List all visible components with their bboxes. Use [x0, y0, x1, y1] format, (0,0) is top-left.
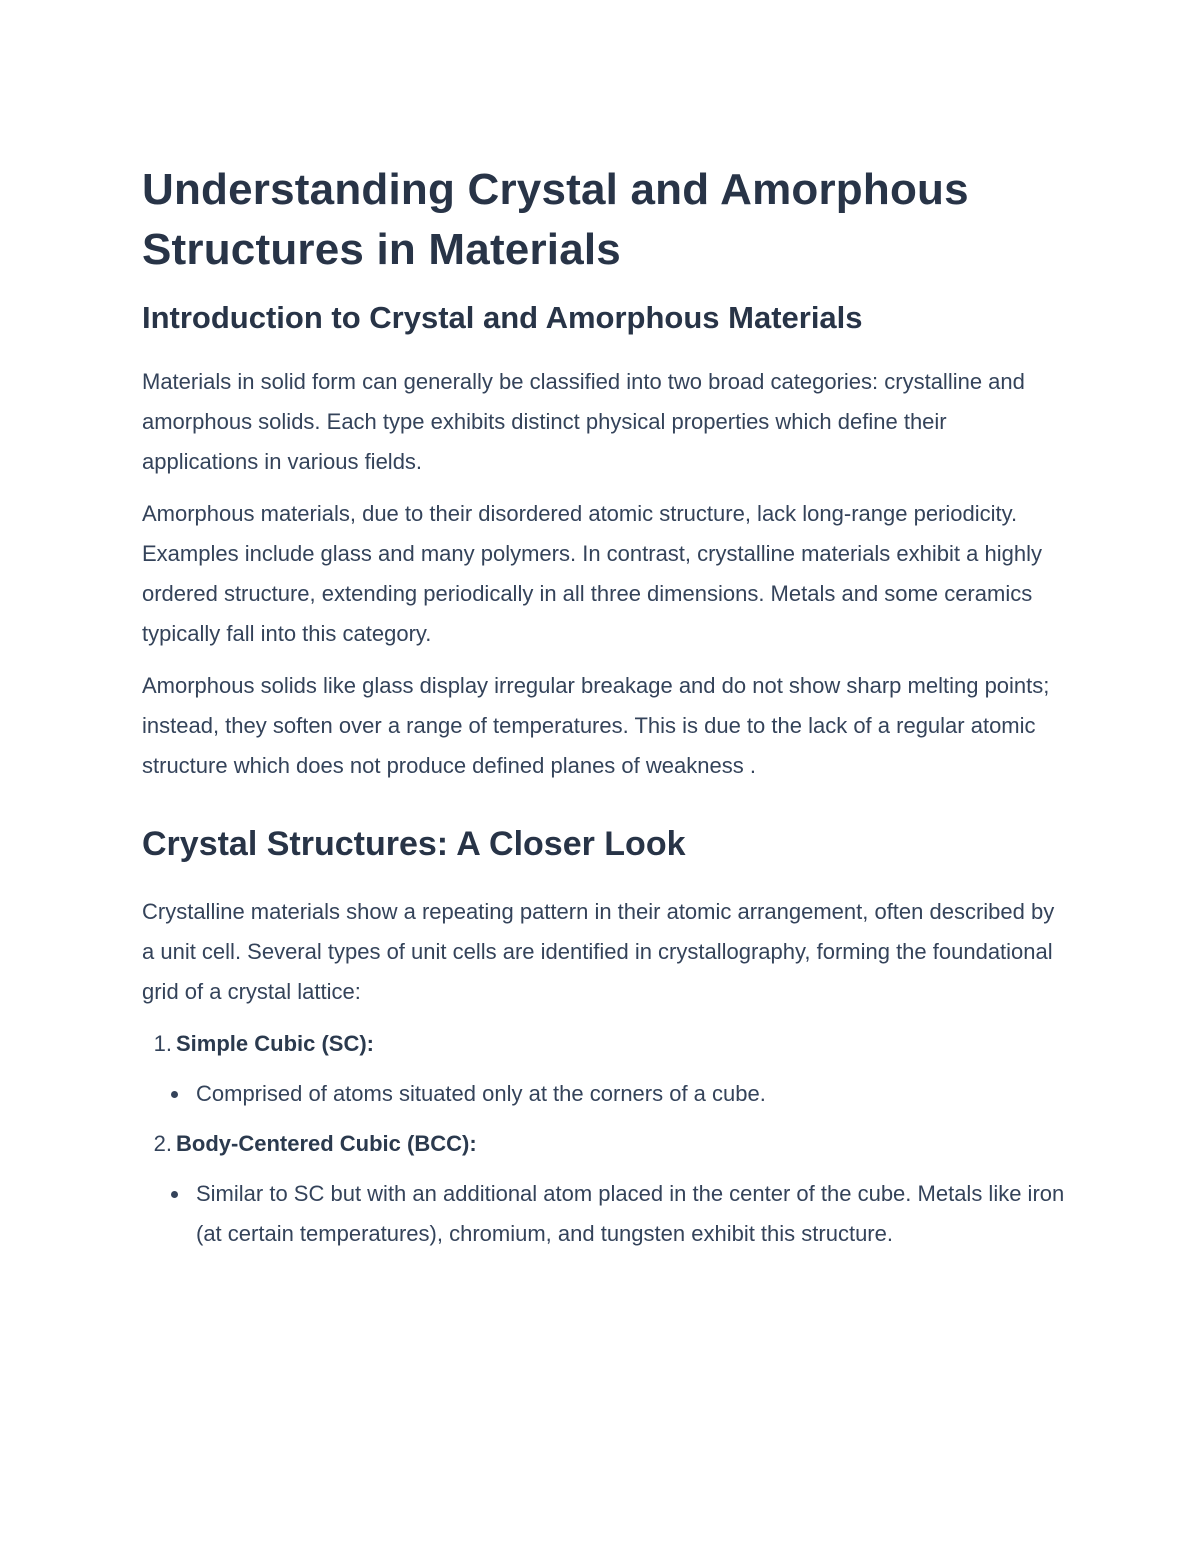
detail-item: [196, 1074, 1067, 1114]
detail-text: Comprised of atoms situated only at the corners of a cube.: [196, 1081, 766, 1106]
list-item: [142, 1124, 1067, 1254]
detail-text: Similar to SC but with an additional atom placed in the center of the cube. Metals like iron (at certain temperatures), chromium, and tungsten exhibit this structure.: [196, 1181, 1065, 1246]
list-number: 2.: [153, 1131, 172, 1156]
bullet-icon: [171, 1191, 178, 1198]
paragraph: Amorphous materials, due to their disordered atomic structure, lack long-range periodicity. Examples include glass and many polymers. In contrast, crystalline materials exhibit a highly ordered structure, extending periodically in all three dimensions. Metals and some ceramics typically fall into this category.: [142, 501, 1042, 646]
section-heading-introduction: Introduction to Crystal and Amorphous Materials: [142, 300, 863, 335]
paragraph: Amorphous solids like glass display irregular breakage and do not show sharp melting points; instead, they soften over a range of temperatures. This is due to the lack of a regular atomic structure which does not produce defined planes of weakness .: [142, 673, 1050, 778]
paragraph: Crystalline materials show a repeating pattern in their atomic arrangement, often described by a unit cell. Several types of unit cells are identified in crystallography, forming the foundational grid of a crystal lattice:: [142, 899, 1055, 1004]
document-page: [142, 160, 1067, 1264]
detail-list: [142, 1174, 1067, 1254]
document-title: Understanding Crystal and Amorphous Structures in Materials: [142, 165, 969, 274]
list-item: [142, 1024, 1067, 1114]
detail-list: [142, 1074, 1067, 1114]
list-number: 1.: [153, 1031, 172, 1056]
list-item-title: Body-Centered Cubic (BCC):: [176, 1131, 477, 1156]
paragraph: Materials in solid form can generally be classified into two broad categories: crystalline and amorphous solids. Each type exhibits distinct physical properties which define their applications in various fields.: [142, 369, 1025, 474]
detail-item: [196, 1174, 1067, 1254]
bullet-icon: [171, 1091, 178, 1098]
unit-cell-list: [142, 1024, 1067, 1254]
list-item-title: Simple Cubic (SC):: [176, 1031, 375, 1056]
section-heading-crystal-structures: Crystal Structures: A Closer Look: [142, 825, 686, 863]
